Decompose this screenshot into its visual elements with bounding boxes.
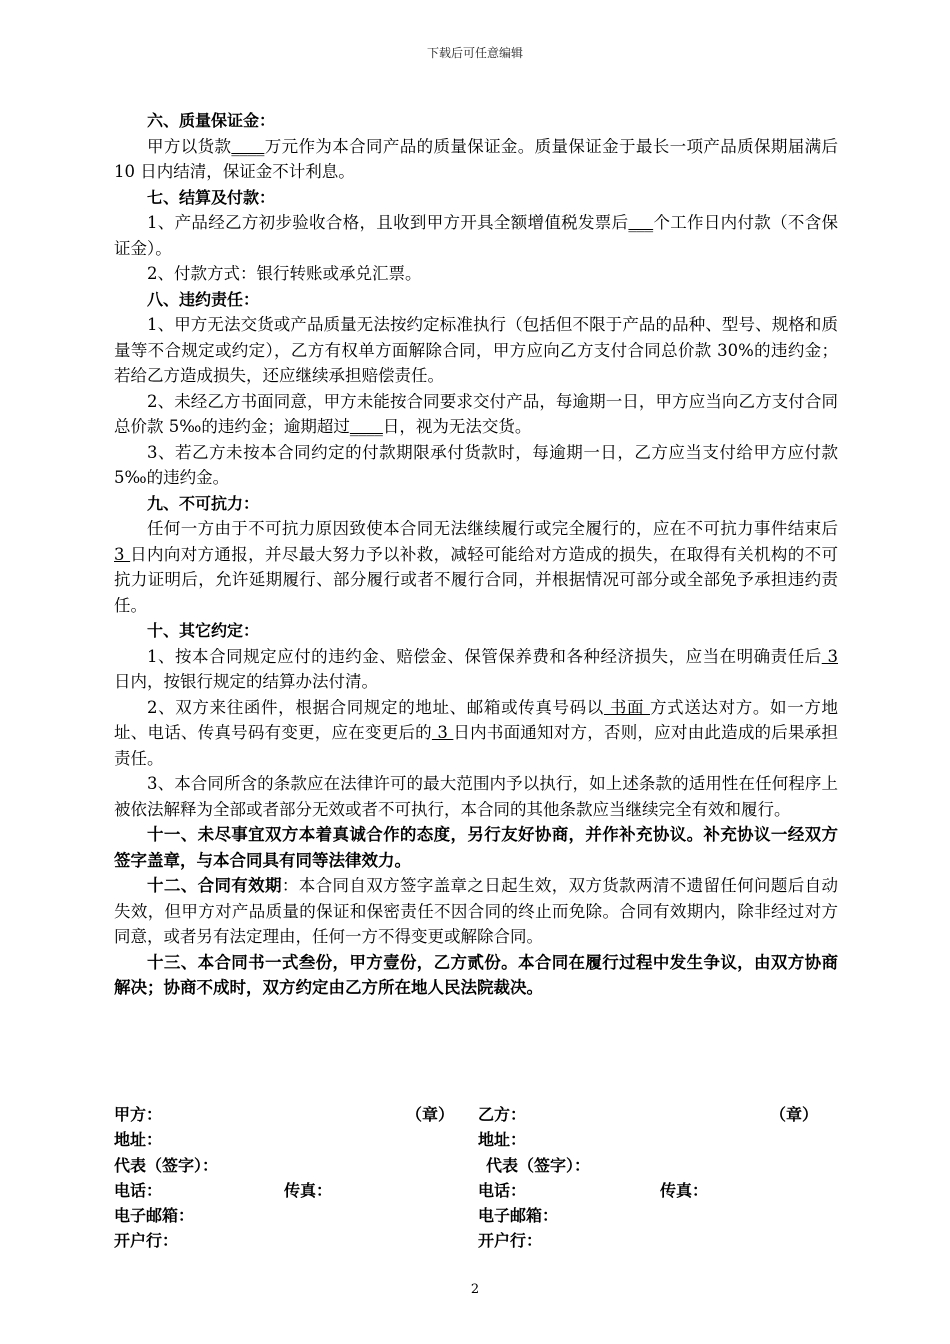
phone-label: 电话： — [478, 1180, 527, 1200]
page-number: 2 — [470, 1282, 480, 1297]
section-7-title: 七、结算及付款： — [147, 187, 276, 207]
phone-label: 电话： — [114, 1180, 163, 1200]
contract-body — [114, 108, 838, 1001]
section-8-para-1: 1、甲方无法交货或产品质量无法按约定标准执行（包括但不限于产品的品种、型号、规格和质量等不合规定或约定），乙方有权单方面解除合同，甲方应向乙方支付合同总价款 30%的违约金；若给乙方造成损失，还应继续承担赔偿责任。 — [114, 315, 838, 385]
party-a-info — [114, 1102, 454, 1254]
section-12-title: 十二、合同有效期 — [147, 876, 282, 895]
party-b-info — [478, 1102, 818, 1254]
underlined-days: 3 — [431, 723, 454, 742]
section-8-para-2: 2、未经乙方书面同意，甲方未能按合同要求交付产品，每逾期一日，甲方应当向乙方支付合同总价款 5‰的违约金；逾期超过____日，视为无法交货。 — [114, 391, 838, 436]
address-label: 地址： — [114, 1130, 163, 1150]
blank-deposit-amount: ____ — [231, 136, 265, 156]
address-label: 地址： — [478, 1130, 527, 1150]
underlined-days: 3 — [114, 544, 131, 564]
section-12: 十二、合同有效期：本合同自双方签字盖章之日起生效，双方货款两清不遗留任何问题后自动失效，但甲方对产品质量的保证和保密责任不因合同的终止而免除。合同有效期内，除非经过对方同意，或者另有法定理由，任何一方不得变更或解除合同。 — [114, 876, 839, 946]
section-6-para-1: 甲方以货款____万元作为本合同产品的质量保证金。质量保证金于最长一项产品质保期届满后 10 日内结清，保证金不计利息。 — [114, 136, 839, 181]
rep-label: 代表（签字）： — [114, 1155, 219, 1175]
blank-workdays: ___ — [628, 213, 654, 232]
email-label: 电子邮箱： — [114, 1206, 195, 1226]
page-header: 下载后可任意编辑 — [426, 46, 523, 60]
fax-label: 传真： — [660, 1180, 709, 1200]
bank-label: 开户行： — [478, 1231, 543, 1251]
section-10-title: 十、其它约定： — [147, 621, 260, 640]
section-13: 十三、本合同书一式叁份，甲方壹份，乙方贰份。本合同在履行过程中发生争议，由双方协商解决；协商不成时，双方约定由乙方所在地人民法院裁决。 — [114, 952, 838, 997]
section-10-para-3: 3、本合同所含的条款应在法律许可的最大范围内予以执行，如上述条款的适用性在任何程序上被依法解释为全部或者部分无效或者不可执行，本合同的其他条款应当继续完全有效和履行。 — [114, 774, 838, 819]
section-9-title: 九、不可抗力： — [147, 493, 260, 513]
seal-label: （章） — [405, 1105, 454, 1124]
bank-label: 开户行： — [114, 1231, 179, 1251]
underlined-method: 书面 — [603, 697, 651, 717]
underlined-days: 3 — [821, 646, 838, 666]
section-8-para-3: 3、若乙方未按本合同约定的付款期限承付货款时，每逾期一日，乙方应当支付给甲方应付款 5‰的违约金。 — [114, 442, 838, 487]
party-a-label: 甲方： — [114, 1105, 163, 1124]
rep-label: 代表（签字）： — [486, 1155, 591, 1175]
section-10-para-2: 2、双方来往函件，根据合同规定的地址、邮箱或传真号码以 书面 方式送达对方。如一方地址、电话、传真号码有变更，应在变更后的 3 日内书面通知对方，否则，应对由此造成的后果承担责任。 — [114, 697, 838, 768]
party-b-label: 乙方： — [478, 1105, 527, 1124]
section-7-para-2: 2、付款方式：银行转账或承兑汇票。 — [147, 264, 422, 283]
section-9-para-1: 任何一方由于不可抗力原因致使本合同无法继续履行或完全履行的，应在不可抗力事件结束后 3 日内向对方通报，并尽最大努力予以补救，减轻可能给对方造成的损失，在取得有关机构的不可抗力证明后，允许延期履行、部分履行或者不履行合同，并根据情况可部分或全部免予承担违约责任。 — [114, 519, 838, 615]
blank-overdue-days: ____ — [349, 417, 383, 436]
fax-label: 传真： — [284, 1180, 333, 1200]
section-11: 十一、未尽事宜双方本着真诚合作的态度，另行友好协商，并作补充协议。补充协议一经双方签字盖章，与本合同具有同等法律效力。 — [114, 825, 838, 870]
section-7-para-1: 1、产品经乙方初步验收合格，且收到甲方开具全额增值税发票后___个工作日内付款（不含保证金）。 — [114, 213, 839, 258]
email-label: 电子邮箱： — [478, 1206, 559, 1226]
section-10-para-1: 1、按本合同规定应付的违约金、赔偿金、保管保养费和各种经济损失，应当在明确责任后 3 日内，按银行规定的结算办法付清。 — [114, 646, 838, 691]
seal-label: （章） — [769, 1105, 818, 1124]
section-8-title: 八、违约责任： — [147, 289, 260, 309]
section-6-title: 六、质量保证金： — [147, 111, 276, 130]
